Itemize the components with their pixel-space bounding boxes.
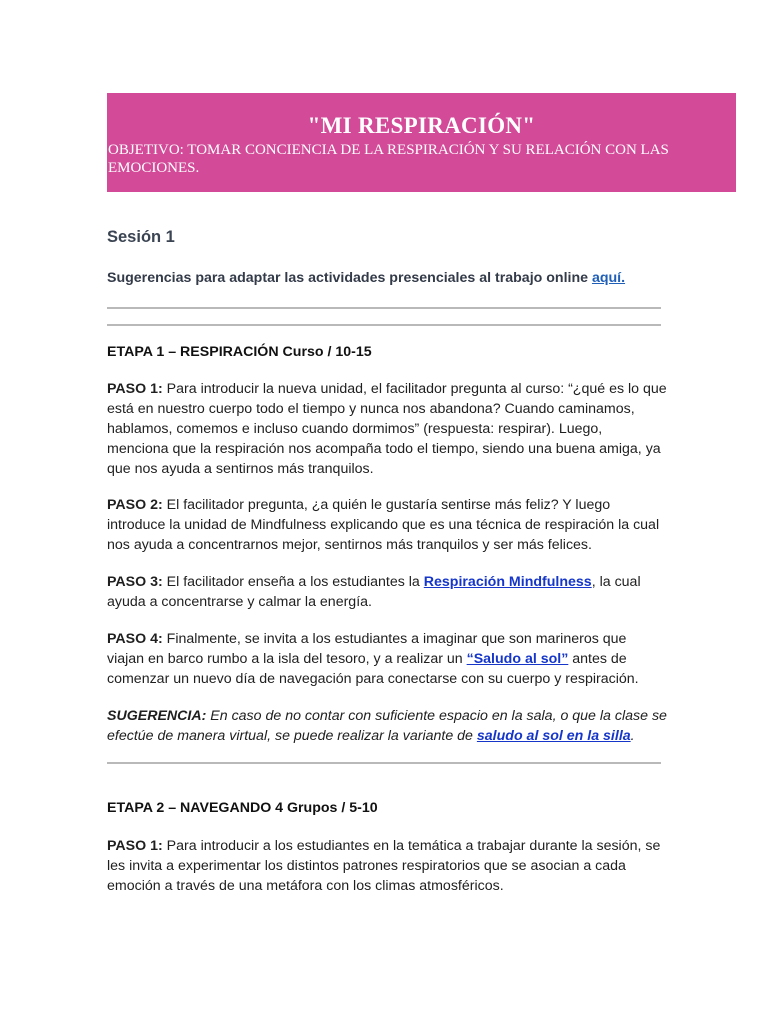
objective-text: OBJETIVO: TOMAR CONCIENCIA DE LA RESPIRACIÓN Y SU RELACIÓN CON LAS EMOCIONES. bbox=[108, 142, 669, 176]
paso-label: PASO 1: bbox=[107, 381, 163, 397]
paso-text: antes de comenzar un nuevo día de navegación para conectarse con su cuerpo y respiración. bbox=[107, 651, 639, 687]
paso-text: Finalmente, se invita a los estudiantes a imaginar que son marineros que viajan en barco rumbo a la isla del tesoro, y a realizar un bbox=[107, 631, 627, 667]
paso-label: PASO 3: bbox=[107, 574, 163, 590]
stage2-paso1 bbox=[107, 836, 667, 896]
stage1-paso3 bbox=[107, 572, 667, 612]
stage1-heading: ETAPA 1 – RESPIRACIÓN Curso / 10-15 bbox=[107, 344, 372, 360]
saludo-al-sol-link[interactable]: “Saludo al sol” bbox=[466, 651, 569, 667]
tip-text: En caso de no contar con suficiente espacio en la sala, o que la clase se efectúe de manera virtual, se puede realizar la variante de bbox=[107, 708, 667, 744]
paso-label: PASO 4: bbox=[107, 631, 163, 647]
divider bbox=[107, 324, 661, 326]
tip-text: . bbox=[630, 728, 635, 744]
paso-label: PASO 1: bbox=[107, 838, 163, 854]
paso-text: El facilitador pregunta, ¿a quién le gustaría sentirse más feliz? Y luego introduce la unidad de Mindfulness explicando que es una técnica de respiración la cual nos ayuda a concentrarnos mejor, sentirnos más tranquilos y ser más felices. bbox=[107, 497, 660, 553]
online-suggestion bbox=[107, 270, 625, 286]
header-banner bbox=[107, 93, 736, 192]
stage1-paso4 bbox=[107, 629, 667, 689]
paso-text: Para introducir la nueva unidad, el facilitador pregunta al curso: “¿qué es lo que está en nuestro cuerpo todo el tiempo y nunca nos abandona? Cuando caminamos, hablamos, comemos e incluso cuando dormimos” (respuesta: respirar). Luego, menciona que la respiración nos acompaña todo el tiempo, siendo una buena amiga, ya que nos ayuda a sentirnos más tranquilos. bbox=[107, 381, 667, 477]
tip-label: SUGERENCIA: bbox=[107, 708, 207, 724]
page-title: "MI RESPIRACIÓN" bbox=[307, 113, 536, 138]
paso-text: Para introducir a los estudiantes en la temática a trabajar durante la sesión, se les invita a experimentar los distintos patrones respiratorios que se asocian a cada emoción a través de una metáfora con los climas atmosféricos. bbox=[107, 838, 661, 894]
paso-label: PASO 2: bbox=[107, 497, 163, 513]
paso-text: El facilitador enseña a los estudiantes la bbox=[162, 574, 424, 590]
respiracion-mindfulness-link[interactable]: Respiración Mindfulness bbox=[423, 574, 592, 590]
stage1-tip bbox=[107, 706, 667, 746]
aqui-link[interactable]: aquí. bbox=[591, 270, 626, 286]
stage2-heading: ETAPA 2 – NAVEGANDO 4 Grupos / 5-10 bbox=[107, 800, 378, 816]
paso-text: , la cual ayuda a concentrarse y calmar la energía. bbox=[107, 574, 641, 610]
saludo-al-sol-silla-link[interactable]: saludo al sol en la silla bbox=[476, 728, 631, 744]
stage1-paso1 bbox=[107, 379, 667, 479]
session-title: Sesión 1 bbox=[107, 228, 175, 246]
stage1-paso2 bbox=[107, 495, 667, 555]
divider bbox=[107, 307, 661, 309]
suggestion-text: Sugerencias para adaptar las actividades presenciales al trabajo online bbox=[107, 270, 592, 286]
divider bbox=[107, 762, 661, 764]
